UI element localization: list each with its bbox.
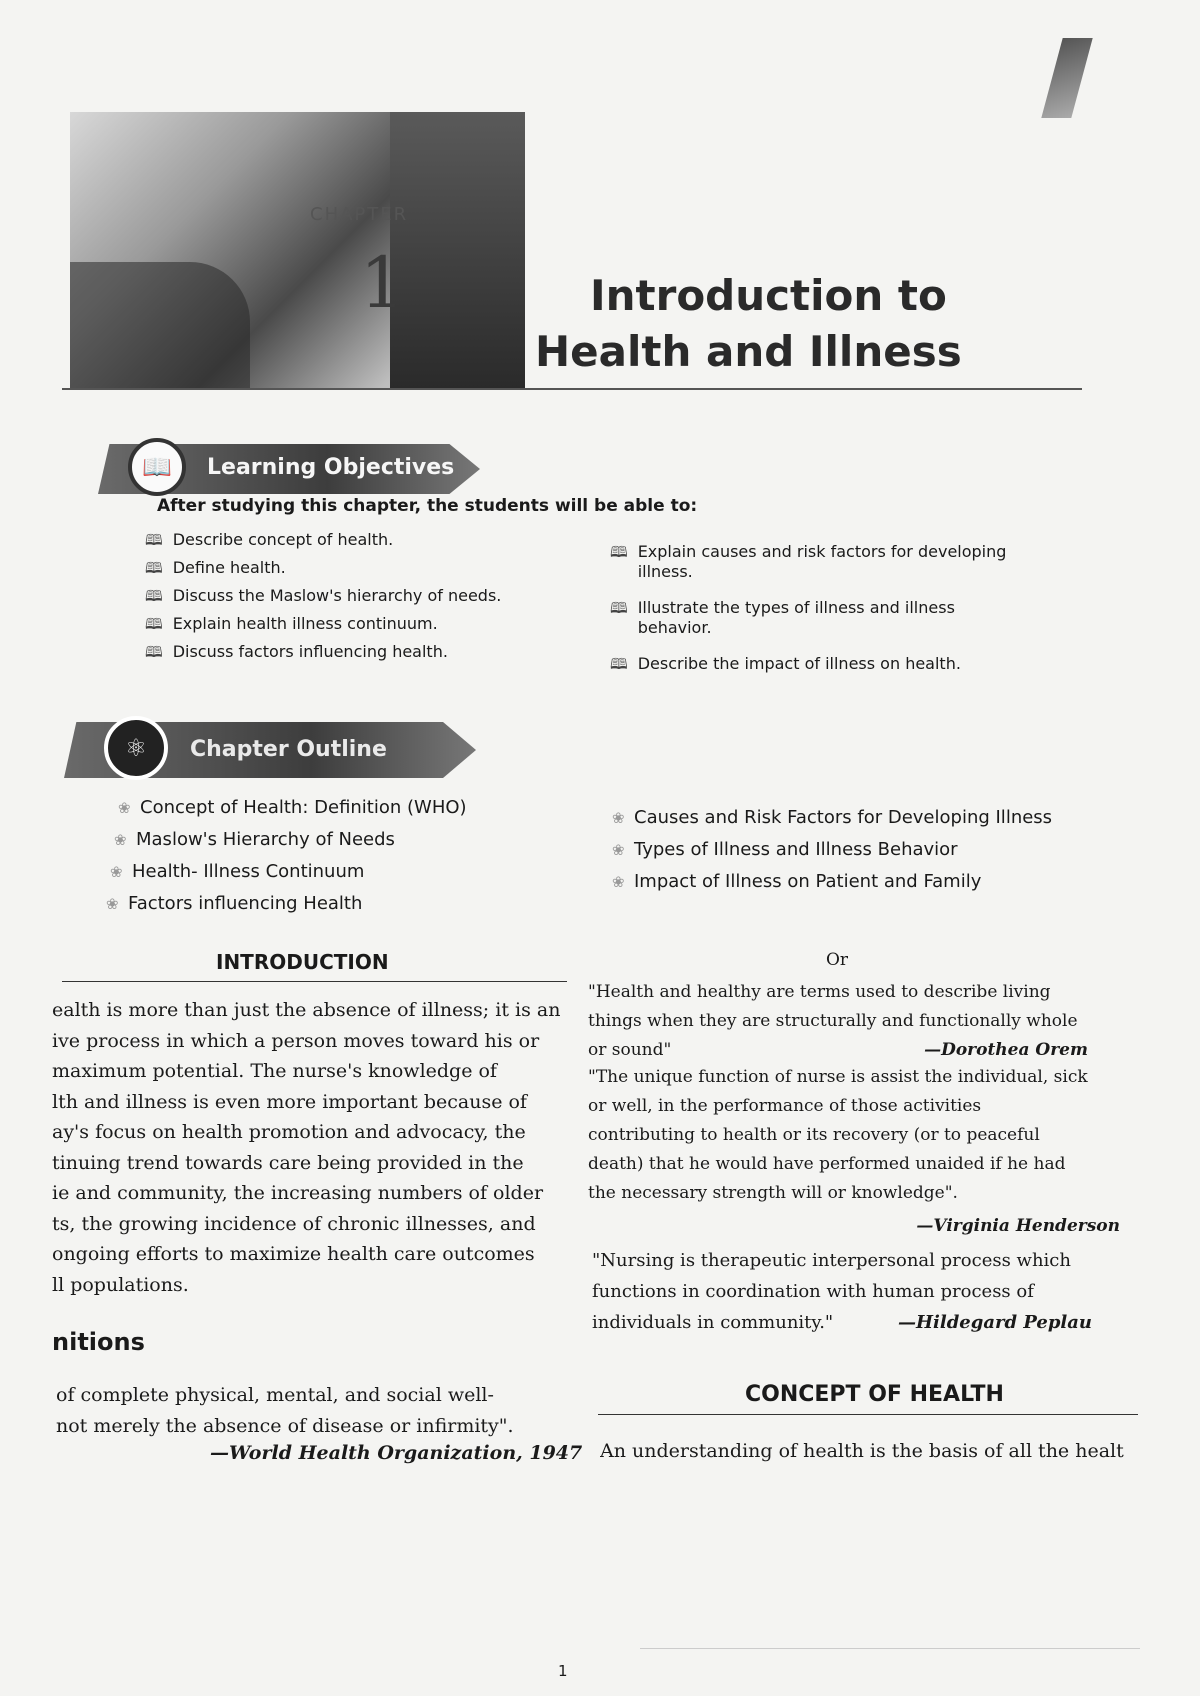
list-item: 🕮 Discuss the Maslow's hierarchy of needs. [145, 582, 585, 610]
photo-shadow [70, 262, 250, 390]
orem-quote: "Health and healthy are terms used to describe living things when they are structurally and functionally whole or sound" —Dorothea Orem [588, 978, 1088, 1065]
open-book-icon: 🕮 [610, 655, 628, 673]
list-item: 🕮 Discuss factors influencing health. [145, 638, 585, 666]
who-definition-quote [56, 1380, 576, 1442]
chapter-header-photo [70, 112, 525, 390]
outline-list-left [106, 792, 538, 920]
henderson-attribution: —Virginia Henderson [916, 1216, 1120, 1236]
open-book-icon: 🕮 [145, 559, 163, 577]
orem-attribution: —Dorothea Orem [924, 1040, 1088, 1060]
introduction-paragraph [52, 995, 570, 1300]
brain-icon: ⚛ [104, 716, 168, 780]
list-item: 🕮 Define health. [145, 554, 585, 582]
bullet-icon: ❀ [612, 809, 625, 827]
objectives-list-right [610, 542, 1030, 690]
page-corner-shadow [1041, 38, 1092, 118]
open-book-icon: 🕮 [610, 599, 628, 617]
list-item: ❀ Types of Illness and Illness Behavior [612, 834, 1112, 866]
bullet-icon: ❀ [110, 863, 123, 881]
text-line: maximum potential. The nurse's knowledge of [52, 1060, 497, 1082]
text-line: ll populations. [52, 1273, 189, 1296]
list-item: ❀ Impact of Illness on Patient and Family [612, 866, 1112, 898]
list-item: 🕮 Explain causes and risk factors for developing illness. [610, 542, 1007, 581]
outline-list-right [612, 802, 1112, 898]
who-attribution: —World Health Organization, 1947 [210, 1442, 583, 1464]
chapter-outline-title: Chapter Outline [190, 737, 387, 762]
text-line: tinuing trend towards care being provided in the [52, 1151, 524, 1174]
objectives-intro: After studying this chapter, the students will be able to: [157, 496, 698, 516]
chapter-title [535, 268, 1150, 380]
photo-shadow [390, 112, 525, 390]
chapter-number: 1 [360, 242, 405, 324]
section-divider [62, 981, 567, 982]
text-line: ie and community, the increasing numbers of older [52, 1182, 544, 1204]
text-line: ay's focus on health promotion and advocacy, the [52, 1121, 526, 1143]
list-item: ❀ Maslow's Hierarchy of Needs [114, 824, 538, 856]
text-line: lth and illness is even more important because of [52, 1090, 527, 1113]
definitions-heading: nitions [52, 1328, 145, 1356]
text-line: ealth is more than just the absence of illness; it is an [52, 999, 561, 1021]
bullet-icon: ❀ [612, 873, 625, 891]
list-item: ❀ Causes and Risk Factors for Developing Illness [612, 802, 1112, 834]
bullet-icon: ❀ [118, 799, 131, 817]
chapter-label: CHAPTER [310, 204, 409, 225]
title-divider [62, 388, 1082, 390]
list-item: 🕮 Explain health illness continuum. [145, 610, 585, 638]
text-line: of complete physical, mental, and social well- [56, 1384, 494, 1406]
list-item: ❀ Concept of Health: Definition (WHO) [118, 792, 538, 824]
open-book-icon: 🕮 [145, 587, 163, 605]
open-book-icon: 🕮 [145, 531, 163, 549]
list-item: 🕮 Describe the impact of illness on health. [610, 654, 961, 673]
peplau-attribution: —Hildegard Peplau [898, 1312, 1092, 1333]
title-line: Introduction to [590, 271, 947, 320]
concept-of-health-heading: CONCEPT OF HEALTH [745, 1382, 1004, 1407]
text-line: ongoing efforts to maximize health care outcomes [52, 1243, 535, 1265]
learning-objectives-title: Learning Objectives [207, 455, 455, 480]
bullet-icon: ❀ [106, 895, 119, 913]
concept-paragraph: An understanding of health is the basis of all the healt [600, 1440, 1124, 1462]
bullet-icon: ❀ [114, 831, 127, 849]
page-number: 1 [558, 1662, 568, 1680]
list-item: 🕮 Illustrate the types of illness and illness behavior. [610, 598, 955, 637]
or-separator: Or [826, 950, 849, 970]
footer-divider [640, 1648, 1140, 1649]
title-line: Health and Illness [535, 327, 962, 376]
open-book-icon: 🕮 [610, 543, 628, 561]
text-line: ts, the growing incidence of chronic illnesses, and [52, 1212, 536, 1235]
list-item: ❀ Factors influencing Health [106, 888, 538, 920]
bullet-icon: ❀ [612, 841, 625, 859]
book-icon: 📖 [128, 438, 186, 496]
open-book-icon: 🕮 [145, 643, 163, 661]
open-book-icon: 🕮 [145, 615, 163, 633]
text-line: ive process in which a person moves toward his or [52, 1029, 540, 1052]
peplau-quote: "Nursing is therapeutic interpersonal process which functions in coordination with human process of individuals in community." —Hildegard Peplau [592, 1245, 1092, 1338]
text-line: not merely the absence of disease or infirmity". [56, 1415, 514, 1437]
introduction-heading: INTRODUCTION [216, 950, 389, 974]
list-item: 🕮 Describe concept of health. [145, 526, 585, 554]
objectives-list-left [145, 526, 585, 666]
list-item: ❀ Health- Illness Continuum [110, 856, 538, 888]
henderson-quote: "The unique function of nurse is assist the individual, sick or well, in the performance of those activities contributing to health or its recovery (or to peaceful death) that he would have performed unaided if he had the necessary strength will or knowledge". [588, 1067, 1088, 1203]
section-divider [598, 1414, 1138, 1415]
